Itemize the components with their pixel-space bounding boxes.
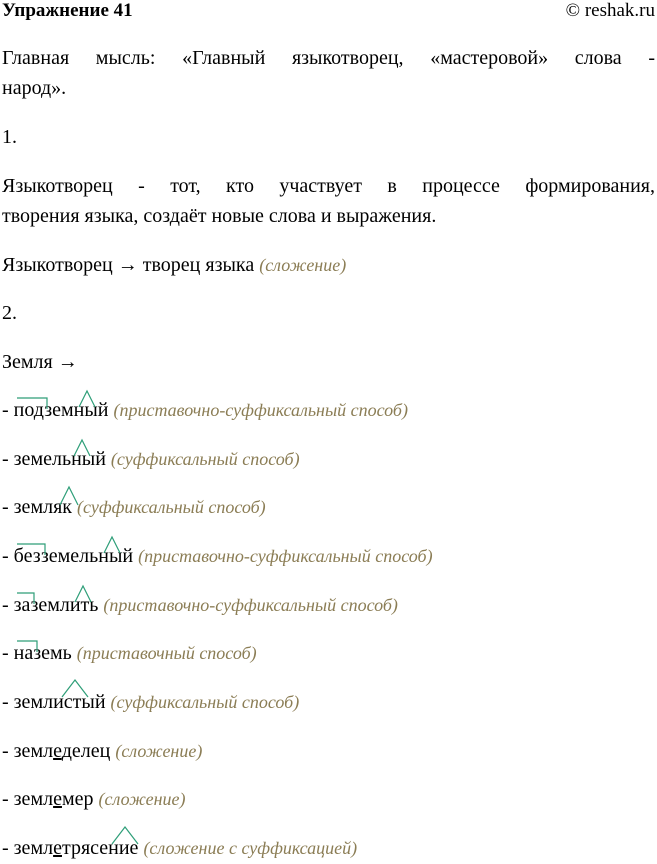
list-item — [2, 394, 408, 426]
derived-word: - землемер — [2, 788, 94, 810]
list-item — [2, 783, 186, 815]
method-note: (суффиксальный способ) — [110, 692, 300, 712]
derived-word: - землистый — [2, 691, 106, 713]
derivation-line — [2, 249, 346, 281]
definition-line-2: творения языка, создаёт новые слова и выражения. — [2, 205, 437, 227]
derived-word: - земельный — [2, 448, 106, 470]
derived-word: - землетрясение — [2, 837, 139, 859]
derivation-note: (сложение) — [259, 255, 347, 275]
method-note: (сложение) — [115, 741, 203, 761]
list-item — [2, 540, 433, 572]
root-word: Земля → — [2, 351, 78, 373]
derived-word: - подземный — [2, 399, 109, 421]
section-2-number: 2. — [2, 302, 17, 324]
derivation-text: Языкотворец → творец языка — [2, 254, 255, 276]
list-item — [2, 832, 357, 864]
list-item — [2, 443, 300, 475]
method-note: (приставочно-суффиксальный способ) — [113, 400, 408, 420]
derived-word: - безземельный — [2, 545, 134, 567]
list-item — [2, 637, 257, 669]
linking-vowel: е — [53, 740, 62, 762]
list-item — [2, 589, 398, 621]
site-credit: © reshak.ru — [565, 0, 655, 21]
linking-vowel: е — [53, 837, 62, 859]
derived-word: - земледелец — [2, 740, 111, 762]
list-item — [2, 491, 266, 523]
definition-line-1: Языкотворец - тот, кто участвует в процессе формирования, — [2, 175, 655, 197]
method-note: (приставочно-суффиксальный способ) — [138, 546, 433, 566]
derived-word: - земляк — [2, 496, 72, 518]
section-1-number: 1. — [2, 126, 17, 148]
exercise-title: Упражнение 41 — [2, 0, 133, 21]
method-note: (сложение с суффиксацией) — [143, 838, 358, 858]
main-idea-line-1: Главная мысль: «Главный языкотворец, «мастеровой» слова - — [2, 47, 655, 69]
main-idea-line-2: народ». — [2, 77, 67, 99]
method-note: (сложение) — [98, 789, 186, 809]
method-note: (суффиксальный способ) — [110, 449, 300, 469]
list-item — [2, 686, 299, 718]
list-item — [2, 735, 202, 767]
method-note: (суффиксальный способ) — [77, 497, 266, 517]
method-note: (приставочно-суффиксальный способ) — [103, 595, 398, 615]
derived-word: - наземь — [2, 642, 72, 664]
method-note: (приставочный способ) — [76, 643, 257, 663]
linking-vowel: е — [53, 788, 62, 810]
derived-word: - заземлить — [2, 594, 99, 616]
